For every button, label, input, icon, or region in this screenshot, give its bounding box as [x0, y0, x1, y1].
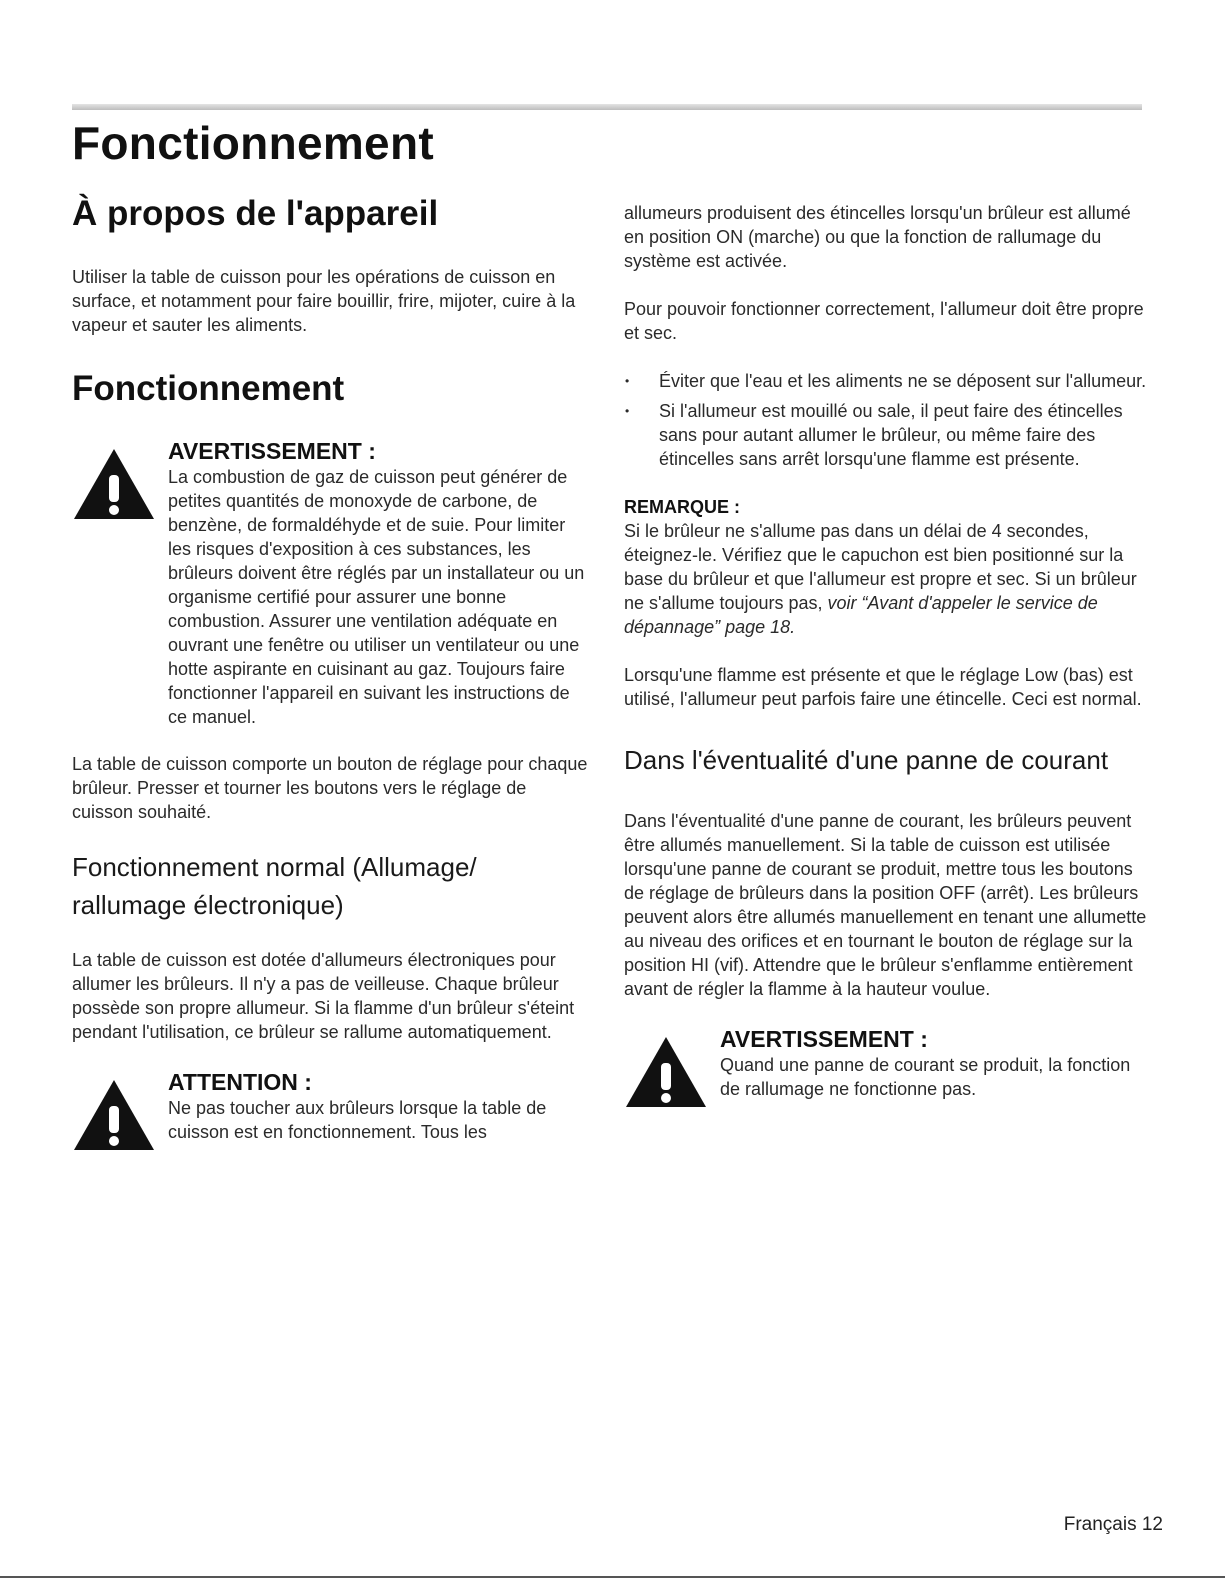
igniter-bullets: [624, 369, 1149, 471]
bullet-text: Si l'allumeur est mouillé ou sale, il peut faire des étincelles sans pour autant allumer le brûleur, ou même faire des étincelles sans arrêt lorsqu'une flamme est présente.: [659, 401, 1123, 469]
left-column: [72, 190, 592, 1144]
note-block: [624, 495, 1149, 639]
about-text: Utiliser la table de cuisson pour les opérations de cuisson en surface, et notamment pour faire bouillir, frire, mijoter, cuire à la vapeur et sauter les aliments.: [72, 267, 576, 335]
note-body: Si le brûleur ne s'allume pas dans un délai de 4 secondes, éteignez-le. Vérifiez que le capuchon est bien positionné sur la base du brûleur et que l'allumeur est propre et sec. Si un brûleur ne s'allume toujours pas,: [624, 521, 1137, 613]
bullet-text: Éviter que l'eau et les aliments ne se déposent sur l'allumeur.: [659, 371, 1147, 391]
power-outage-heading: Dans l'éventualité d'une panne de courant: [624, 745, 1109, 775]
warning-1-text: La combustion de gaz de cuisson peut générer de petites quantités de monoxyde de carbone, de benzène, de formaldéhyde et de suie. Pour limiter les risques d'exposition à ces substances, les brûleurs doivent être réglés par un installateur ou un organisme certifié pour assurer une bonne combustion. Assurer une ventilation adéquate en ouvrant une fenêtre ou utiliser un ventilateur ou une hotte aspirante en cuisinant au gaz. Toujours faire fonctionner l'appareil en suivant les instructions de ce manuel.: [168, 467, 585, 727]
warning-2-title: AVERTISSEMENT :: [720, 1026, 928, 1052]
list-item: [624, 369, 1149, 393]
normal-operation-heading: Fonctionnement normal (Allumage/ rallumage électronique): [72, 852, 477, 920]
bullet-dot: •: [625, 404, 630, 418]
warning-block-2: [624, 1025, 1149, 1101]
page-footer: Français 12: [1063, 1514, 1163, 1535]
clean-igniter-text: Pour pouvoir fonctionner correctement, l'allumeur doit être propre et sec.: [624, 299, 1144, 343]
bullet-dot: •: [625, 374, 630, 388]
note-title: REMARQUE :: [624, 497, 740, 517]
right-column: [624, 201, 1149, 1101]
bottom-rule: [0, 1576, 1225, 1578]
attention-title: ATTENTION :: [168, 1069, 312, 1095]
power-outage-text: Dans l'éventualité d'une panne de courant, les brûleurs peuvent être allumés manuellement. Si la table de cuisson est utilisée lorsqu'une panne de courant se produit, mettre tous les boutons de réglage de brûleurs dans la position OFF (arrêt). Les brûleurs peuvent alors être allumés manuellement en tenant une allumette au niveau des orifices et en tournant le bouton de réglage sur la position HI (vif). Attendre que le brûleur s'enflamme entièrement avant de régler la flamme à la hauteur voulue.: [624, 811, 1147, 999]
warning-triangle-icon: [72, 447, 156, 521]
about-heading: À propos de l'appareil: [72, 194, 439, 233]
list-item: [624, 399, 1149, 471]
top-rule: [72, 104, 1142, 110]
attention-block: [72, 1068, 592, 1144]
attention-text: Ne pas toucher aux brûleurs lorsque la table de cuisson est en fonctionnement. Tous les: [168, 1098, 547, 1142]
normal-operation-text: La table de cuisson est dotée d'allumeurs électroniques pour allumer les brûleurs. Il n'y a pas de veilleuse. Chaque brûleur possède son propre allumeur. Si la flamme d'un brûleur s'éteint pendant l'utilisation, ce brûleur se rallume automatiquement.: [72, 950, 575, 1042]
service-reference-link[interactable]: voir “Avant d'appeler le service de dépannage” page 18.: [624, 593, 1098, 637]
warning-1-title: AVERTISSEMENT :: [168, 438, 376, 464]
warning-block-1: [72, 437, 592, 729]
continued-text: allumeurs produisent des étincelles lorsqu'un brûleur est allumé en position ON (marche) ou que la fonction de rallumage du système est activée.: [624, 203, 1131, 271]
warning-triangle-icon: [624, 1035, 708, 1109]
warning-triangle-icon: [72, 1078, 156, 1152]
warning-2-text: Quand une panne de courant se produit, la fonction de rallumage ne fonctionne pas.: [720, 1055, 1131, 1099]
page-title: Fonctionnement: [72, 117, 434, 169]
operation-heading: Fonctionnement: [72, 369, 345, 408]
low-setting-text: Lorsqu'une flamme est présente et que le réglage Low (bas) est utilisé, l'allumeur peut parfois faire une étincelle. Ceci est normal.: [624, 665, 1142, 709]
note-text: [624, 519, 1149, 639]
knob-text: La table de cuisson comporte un bouton de réglage pour chaque brûleur. Presser et tourner les boutons vers le réglage de cuisson souhaité.: [72, 754, 588, 822]
